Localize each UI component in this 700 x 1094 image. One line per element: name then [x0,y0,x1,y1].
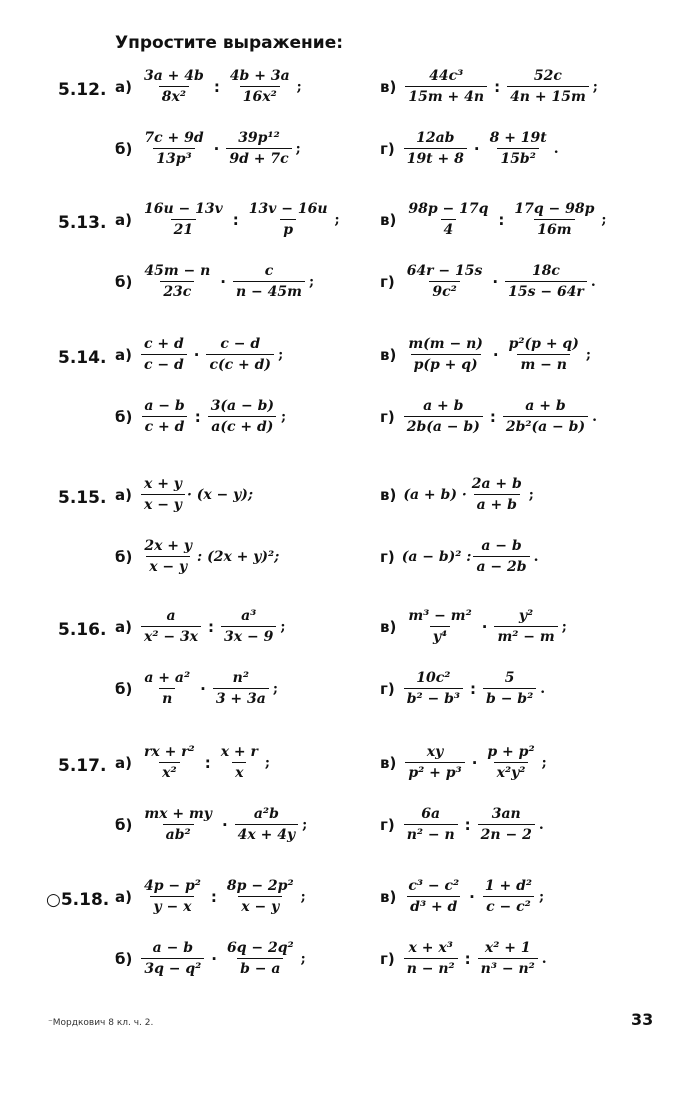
exercise-label: г) [380,547,395,566]
operator: : [470,679,477,698]
punctuation: ; [300,888,306,905]
denominator: 4 [441,219,457,238]
denominator: x² [159,762,179,781]
denominator: y⁴ [430,626,450,645]
fraction [404,263,486,300]
punctuation: . [590,273,596,290]
fraction [503,398,588,435]
fraction [405,336,486,373]
denominator: x − y [238,896,282,915]
exercise-label: в) [380,753,397,772]
operator: : [210,887,217,906]
exercise-label: а) [115,345,132,364]
problem-number: 5.14. [58,348,107,368]
fraction [224,878,297,915]
fraction [404,806,458,843]
operator: · [211,949,217,968]
operator: : [204,753,211,772]
fraction [141,878,204,915]
fraction [405,744,464,781]
exercise-b [115,130,301,167]
numerator: 3(a − b) [210,398,275,414]
problem-number: 5.16. [58,620,107,640]
fraction [141,670,193,707]
punctuation: ; [264,754,271,771]
exercise-a [115,744,270,781]
numerator: c³ − c² [408,878,460,894]
numerator: 64r − 15s [406,263,483,279]
denominator: 13p³ [153,148,194,167]
punctuation: ; [601,211,607,228]
page-number: 33 [631,1010,654,1029]
fraction [141,806,215,843]
exercise-label: а) [115,753,132,772]
exercise-v [380,336,591,373]
tail-expression: : (2x + y)²; [197,548,280,565]
fraction [141,608,201,645]
denominator: x²y² [494,762,529,781]
exercise-g [380,263,596,300]
punctuation: ; [272,680,279,697]
operator: · [213,139,220,158]
operator: · [200,679,206,698]
exercise-g [380,806,544,843]
problem-number: 5.12. [58,80,107,100]
denominator: 3 + 3a [213,688,269,707]
denominator: 3q − q² [141,958,204,977]
exercise-label: б) [115,139,133,158]
punctuation: ; [296,78,302,95]
fraction [473,538,529,575]
exercise-g [380,130,559,167]
fraction [487,130,550,167]
numerator: a + a² [144,670,191,686]
exercise-v [380,608,567,645]
operator: : [213,77,220,96]
punctuation: ; [561,618,567,635]
operator: · [471,753,478,772]
numerator: x + x³ [408,940,453,956]
denominator: p(p + q) [411,354,481,373]
exercise-label: г) [380,407,395,426]
fraction [226,130,291,167]
exercise-v [380,878,544,915]
exercise-label: в) [380,77,397,96]
numerator: mx + my [144,806,212,822]
operator: : [194,407,201,426]
exercise-label: а) [115,617,132,636]
fraction [478,940,538,977]
exercise-label: в) [380,345,397,364]
fraction [233,263,305,300]
numerator: a³ [241,608,257,624]
punctuation: ; [295,140,301,157]
numerator: c − d [220,336,261,352]
denominator: 2b²(a − b) [503,416,588,435]
fraction [141,744,198,781]
punctuation: ; [528,486,534,503]
numerator: p²(p + q) [508,336,579,352]
denominator: 16x² [240,86,280,105]
denominator: ab² [163,824,194,843]
numerator: a + b [525,398,566,414]
exercise-g [380,538,538,575]
numerator: 39p¹² [238,130,280,146]
exercise-a [115,476,253,513]
numerator: 12ab [416,130,455,146]
exercise-label: б) [115,815,133,834]
denominator: 23c [160,281,194,300]
denominator: y − x [150,896,194,915]
fraction [404,940,458,977]
denominator: b − a [237,958,283,977]
exercise-v [380,744,547,781]
denominator: 15s − 64r [505,281,587,300]
numerator: 7c + 9d [144,130,204,146]
denominator: 2n − 2 [478,824,535,843]
exercise-label: г) [380,139,395,158]
numerator: 4p − p² [143,878,201,894]
numerator: 17q − 98p [514,201,595,217]
fraction [208,398,277,435]
denominator: p² + p³ [405,762,464,781]
exercise-b [115,670,278,707]
denominator: x [232,762,246,781]
punctuation: ; [302,816,308,833]
fraction [246,201,331,238]
exercise-b [115,940,306,977]
denominator: m − n [517,354,569,373]
denominator: c + d [142,416,188,435]
numerator: a²b [253,806,279,822]
punctuation: ; [541,754,547,771]
denominator: n² − n [404,824,458,843]
fraction [482,878,535,915]
numerator: x² + 1 [484,940,531,956]
exercise-label: г) [380,815,395,834]
denominator: n³ − n² [478,958,538,977]
exercise-a [115,68,302,105]
punctuation: ; [592,78,598,95]
numerator: a − b [481,538,522,554]
exercise-v [380,201,607,238]
exercise-b [115,538,279,575]
fraction [405,201,491,238]
exercise-g [380,940,547,977]
fraction [506,336,582,373]
fraction [404,398,483,435]
numerator: 18c [531,263,560,279]
fraction [218,744,261,781]
fraction [141,201,226,238]
problem-number: 5.13. [58,213,107,233]
numerator: m³ − m² [408,608,472,624]
numerator: 52c [533,68,562,84]
exercise-b [115,263,314,300]
punctuation: . [538,816,544,833]
numerator: c + d [143,336,184,352]
denominator: 19t + 8 [404,148,467,167]
denominator: 9c² [429,281,459,300]
operator: : [464,815,471,834]
denominator: 2b(a − b) [404,416,483,435]
exercise-label: в) [380,617,397,636]
fraction [505,263,587,300]
operator: : [494,77,501,96]
denominator: n − 45m [233,281,305,300]
punctuation: ; [334,211,340,228]
exercise-a [115,878,306,915]
punctuation: ; [278,346,284,363]
fraction [507,68,589,105]
exercise-label: в) [380,210,397,229]
fraction [404,130,467,167]
numerator: a + b [423,398,464,414]
numerator: 3an [491,806,521,822]
numerator: 3a + 4b [143,68,204,84]
exercise-label: б) [115,272,133,291]
operator: : [489,407,496,426]
denominator: c − c² [483,896,534,915]
exercise-g [380,398,597,435]
problem-number: 5.15. [58,488,107,508]
denominator: a(c + d) [208,416,276,435]
exercise-label: г) [380,272,395,291]
denominator: 16m [534,219,574,238]
fraction [221,608,276,645]
fraction [141,940,204,977]
exercise-label: а) [115,485,132,504]
operator: : [232,210,239,229]
page-header: Упростите выражение: [115,33,344,53]
denominator: 21 [171,219,196,238]
fraction [141,538,195,575]
punctuation: ; [308,273,315,290]
exercise-v [380,68,598,105]
exercise-a [115,336,283,373]
numerator: 8 + 19t [489,130,547,146]
operator: · [492,345,499,364]
exercise-label: в) [380,887,397,906]
numerator: 13v − 16u [248,201,328,217]
denominator: n [159,688,175,707]
problem-number: ○5.18. [46,890,110,910]
operator: : [208,617,215,636]
operator: · [469,887,475,906]
exercise-label: г) [380,679,395,698]
punctuation: . [533,548,539,565]
numerator: p + p² [487,744,535,760]
numerator: a − b [144,398,185,414]
fraction [141,476,185,513]
operator: · [221,815,228,834]
exercise-label: б) [115,407,133,426]
operator: : [498,210,505,229]
fraction [141,398,187,435]
numerator: 10c² [416,670,451,686]
punctuation: . [541,950,547,967]
exercise-a [115,608,286,645]
numerator: 1 + d² [484,878,532,894]
exercise-b [115,806,307,843]
numerator: 44c³ [429,68,464,84]
operator: · [220,272,226,291]
exercise-label: б) [115,679,133,698]
exercise-label: г) [380,949,395,968]
denominator: x − y [146,556,190,575]
fraction [141,68,207,105]
fraction [227,68,293,105]
numerator: n² [232,670,249,686]
numerator: 16u − 13v [143,201,223,217]
numerator: c [264,263,274,279]
denominator: p [280,219,296,238]
exercise-label: б) [115,949,133,968]
fraction [483,670,536,707]
denominator: n − n² [404,958,458,977]
exercise-v [380,476,534,513]
problem-number: 5.17. [58,756,107,776]
denominator: x² − 3x [141,626,201,645]
prefix-expression: (a − b)² : [401,548,472,565]
fraction [405,878,462,915]
numerator: 6q − 2q² [226,940,294,956]
denominator: x − y [141,494,185,513]
exercise-b [115,398,286,435]
numerator: a − b [152,940,193,956]
numerator: m(m − n) [408,336,483,352]
denominator: b² − b³ [404,688,463,707]
punctuation: ; [539,888,545,905]
fraction [141,263,213,300]
numerator: 6a [421,806,441,822]
numerator: xy [426,744,444,760]
operator: · [193,345,200,364]
punctuation: ; [280,618,286,635]
denominator: 15m + 4n [405,86,487,105]
fraction [224,940,297,977]
numerator: 4b + 3a [229,68,290,84]
denominator: d³ + d [407,896,460,915]
fraction [141,336,187,373]
fraction [206,336,274,373]
operator: : [464,949,471,968]
punctuation: . [553,140,559,157]
fraction [405,608,474,645]
tail-expression: · (x − y); [186,486,254,503]
numerator: 2x + y [144,538,193,554]
numerator: 45m − n [144,263,211,279]
numerator: x + r [220,744,258,760]
numerator: y² [518,608,534,624]
denominator: 9d + 7c [226,148,291,167]
fraction [494,608,557,645]
fraction [478,806,535,843]
fraction [469,476,525,513]
punctuation: ; [300,950,306,967]
exercise-label: а) [115,77,132,96]
exercise-label: б) [115,547,133,566]
denominator: c − d [141,354,187,373]
numerator: 8p − 2p² [226,878,294,894]
numerator: 2a + b [471,476,522,492]
exercise-label: а) [115,210,132,229]
denominator: 3x − 9 [221,626,276,645]
operator: · [481,617,488,636]
fraction [405,68,487,105]
fraction [511,201,597,238]
fraction [484,744,537,781]
numerator: 5 [504,670,515,686]
footer: ⁻Мордкович 8 кл. ч. 2. [48,1018,154,1028]
punctuation: . [540,680,546,697]
punctuation: ; [281,408,287,425]
numerator: x + y [143,476,182,492]
punctuation: . [592,408,597,425]
prefix-expression: (a + b) · [403,486,467,503]
denominator: b − b² [483,688,536,707]
denominator: 4x + 4y [235,824,298,843]
fraction [235,806,298,843]
exercise-label: в) [380,485,397,504]
operator: · [492,272,499,291]
denominator: a − 2b [473,556,529,575]
denominator: 4n + 15m [507,86,589,105]
operator: · [473,139,480,158]
denominator: a + b [474,494,520,513]
denominator: 8x² [159,86,189,105]
numerator: rx + r² [143,744,195,760]
exercise-g [380,670,545,707]
denominator: m² − m [494,626,557,645]
numerator: a [166,608,176,624]
denominator: 15b² [497,148,538,167]
denominator: c(c + d) [206,354,274,373]
fraction [213,670,269,707]
fraction [141,130,206,167]
numerator: 98p − 17q [408,201,489,217]
fraction [404,670,463,707]
exercise-label: а) [115,887,132,906]
punctuation: ; [585,346,592,363]
exercise-a [115,201,340,238]
